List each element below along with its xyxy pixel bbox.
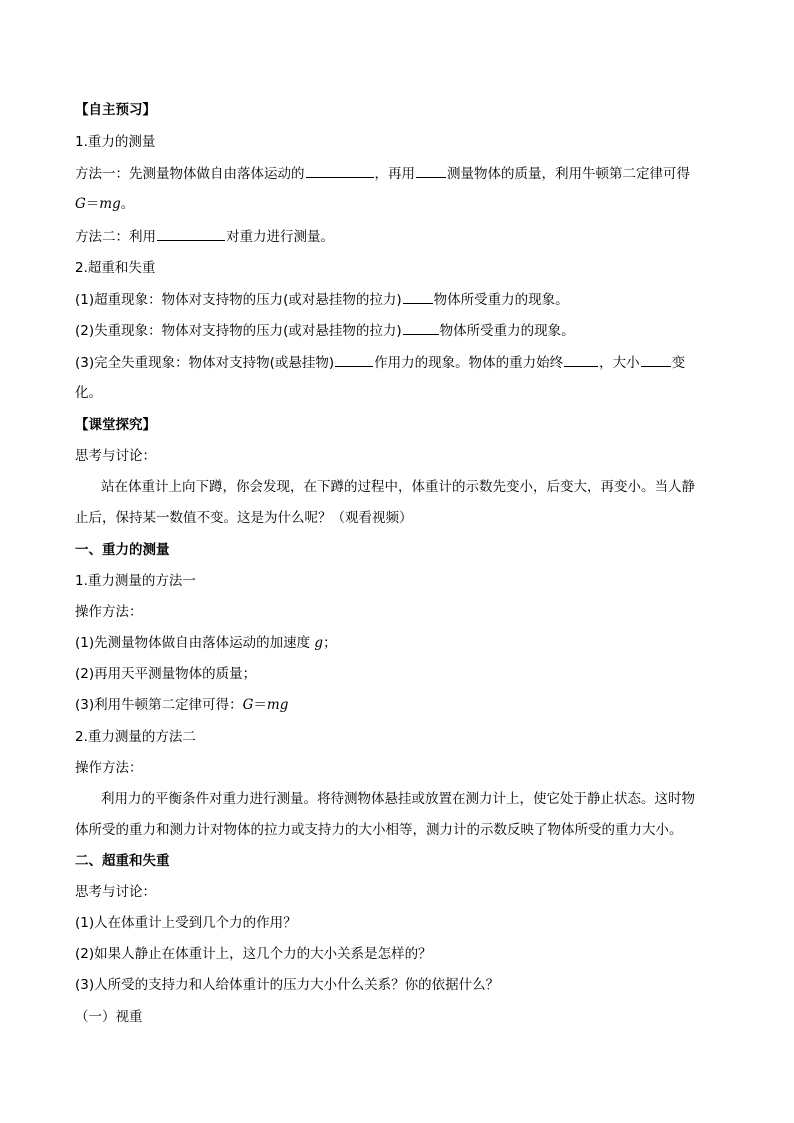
part1-heading: 一、重力的测量: [75, 542, 170, 558]
part2-discuss-label: 思考与讨论：: [75, 884, 156, 900]
formula-symbol: G: [242, 697, 254, 713]
part2-question-1: (1)人在体重计上受到几个力的作用？: [75, 915, 297, 931]
fill-blank[interactable]: [403, 290, 433, 304]
part1-step2: (2)再用天平测量物体的质量；: [75, 666, 257, 682]
fill-blank[interactable]: [416, 164, 446, 178]
text: 变: [671, 355, 686, 371]
fill-blank[interactable]: [306, 164, 374, 178]
text: ，大小: [599, 355, 640, 371]
text: ＝: [253, 697, 267, 713]
part1-op-label: 操作方法：: [75, 760, 143, 776]
formula-symbol: G: [75, 196, 86, 212]
fill-blank[interactable]: [403, 321, 439, 335]
formula-symbol: g: [314, 635, 324, 651]
explore-paragraph-line: 站在体重计上向下蹲，你会发现，在下蹲的过程中，体重计的示数先变小，后变大，再变小。当人静: [101, 479, 695, 495]
preview-method2-line: [75, 227, 725, 246]
text: (1)先测量物体做自由落体运动的加速度: [75, 635, 315, 651]
text: ，再用: [374, 166, 415, 182]
text: (3)完全失重现象：物体对支持物(或悬挂物): [75, 355, 335, 371]
formula-symbol: mg: [99, 196, 121, 212]
preview-item1-title: 1.重力的测量: [75, 134, 156, 150]
text: 测量物体的质量，利用牛顿第二定律可得: [447, 166, 690, 182]
preview-heading: 【自主预习】: [75, 102, 156, 118]
formula-symbol: mg: [266, 697, 289, 713]
text: 对重力进行测量。: [226, 229, 334, 245]
fill-blank[interactable]: [335, 353, 373, 367]
part2-subheading: （一）视重: [75, 1009, 143, 1025]
text: 物体所受重力的现象。: [439, 323, 575, 339]
explore-paragraph-line: 止后，保持某一数值不变。这是为什么呢？（观看视频）: [75, 510, 413, 526]
part1-method2-paragraph-line: 利用力的平衡条件对重力进行测量。将待测物体悬挂或放置在测力计上，使它处于静止状态。这时物: [101, 791, 695, 807]
text: ＝: [85, 196, 100, 212]
preview-item2-title: 2.超重和失重: [75, 260, 156, 276]
part1-step1: [75, 634, 725, 652]
preview-complete-weightless-cont: 化。: [75, 385, 102, 401]
fill-blank[interactable]: [641, 353, 671, 367]
text: (2)失重现象：物体对支持物的压力(或对悬挂物的拉力): [75, 323, 402, 339]
preview-method1-formula-line: [75, 195, 725, 213]
part1-method2-title: 2.重力测量的方法二: [75, 729, 196, 745]
text: 。: [120, 196, 135, 212]
fill-blank[interactable]: [157, 227, 225, 241]
text: (1)超重现象：物体对支持物的压力(或对悬挂物的拉力): [75, 292, 402, 308]
part1-method1-title: 1.重力测量的方法一: [75, 573, 196, 589]
text: 作用力的现象。物体的重力始终: [374, 355, 564, 371]
preview-method1-line: [75, 164, 725, 183]
preview-complete-weightless-line: [75, 353, 725, 372]
text: (3)利用牛顿第二定律可得：: [75, 697, 243, 713]
preview-weightless-line: [75, 321, 725, 340]
preview-overweight-line: [75, 290, 725, 309]
part2-question-3: (3)人所受的支持力和人给体重计的压力大小什么关系？你的依据什么？: [75, 977, 500, 993]
part1-step3: [75, 696, 725, 714]
text: ；: [323, 635, 337, 651]
text: 方法一：先测量物体做自由落体运动的: [75, 166, 305, 182]
explore-discuss-label: 思考与讨论：: [75, 448, 156, 464]
part1-op-label: 操作方法：: [75, 604, 143, 620]
fill-blank[interactable]: [564, 353, 598, 367]
part1-method2-paragraph-line: 体所受的重力和测力计对物体的拉力或支持力的大小相等，测力计的示数反映了物体所受的重力大小。: [75, 822, 683, 838]
text: 方法二：利用: [75, 229, 156, 245]
part2-question-2: (2)如果人静止在体重计上，这几个力的大小关系是怎样的？: [75, 946, 432, 962]
explore-heading: 【课堂探究】: [75, 417, 156, 433]
part2-heading: 二、超重和失重: [75, 853, 170, 869]
text: 物体所受重力的现象。: [433, 292, 569, 308]
